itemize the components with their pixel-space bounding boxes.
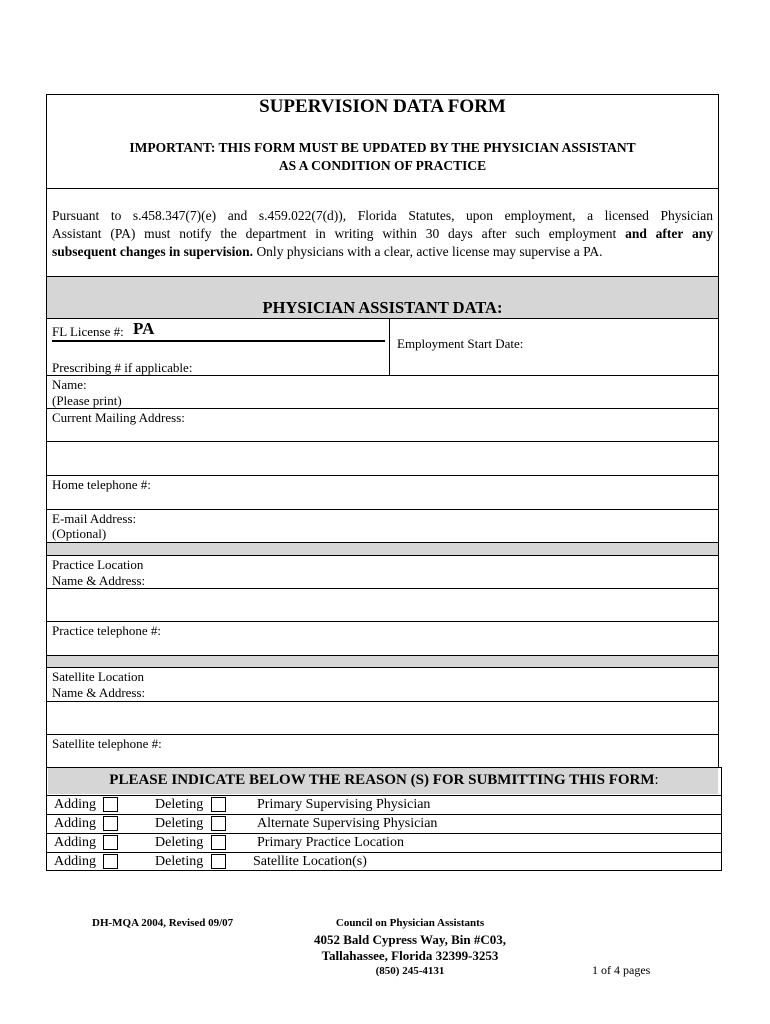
deleting-checkbox[interactable] (211, 797, 226, 812)
divider (46, 621, 719, 622)
satellite-address-line-2-input[interactable] (52, 703, 714, 733)
email-input[interactable] (150, 511, 714, 541)
council-name: Council on Physician Assistants (335, 917, 485, 929)
name-hint: (Please print) (52, 393, 122, 408)
reason-description: Primary Practice Location (257, 835, 404, 850)
intro-line-3 (52, 243, 713, 261)
pa-data-heading: PHYSICIAN ASSISTANT DATA: (262, 298, 503, 317)
deleting-label: Deleting (155, 816, 204, 831)
divider (46, 655, 719, 656)
reason-description: Satellite Location(s) (253, 854, 367, 869)
divider (46, 852, 722, 853)
intro-line-2-text: Assistant (PA) must notify the department in writing within 30 days after such employment (52, 226, 626, 241)
divider (46, 509, 719, 510)
divider (46, 542, 719, 543)
intro-line-2-emphasis: and after any (625, 226, 713, 241)
form-title: SUPERVISION DATA FORM (259, 96, 506, 117)
divider (46, 588, 719, 589)
mailing-address-line-2-input[interactable] (52, 443, 714, 473)
home-telephone-input[interactable] (160, 477, 714, 507)
email-hint: (Optional) (52, 526, 107, 541)
divider (46, 276, 719, 277)
practice-address-line-2-input[interactable] (52, 590, 714, 620)
divider (46, 833, 722, 834)
deleting-checkbox[interactable] (211, 854, 226, 869)
satellite-telephone-label: Satellite telephone #: (52, 736, 162, 751)
divider (46, 701, 719, 702)
name-input[interactable] (150, 377, 714, 407)
deleting-label: Deleting (155, 797, 204, 812)
mailing-address-input[interactable] (200, 410, 714, 440)
divider (46, 408, 719, 409)
divider (46, 667, 719, 668)
divider (46, 441, 719, 442)
divider (46, 734, 719, 735)
satellite-name-address-label: Name & Address: (52, 685, 146, 700)
employment-start-date-label: Employment Start Date: (397, 336, 524, 351)
prescribing-input[interactable] (200, 358, 385, 374)
prescribing-label: Prescribing # if applicable: (52, 360, 193, 375)
divider (46, 475, 719, 476)
adding-checkbox[interactable] (103, 854, 118, 869)
important-notice-line-1: IMPORTANT: THIS FORM MUST BE UPDATED BY THE PHYSICIAN ASSISTANT (129, 140, 636, 155)
reason-heading-text: PLEASE INDICATE BELOW THE REASON (S) FOR SUBMITTING THIS FORM (109, 772, 655, 788)
intro-line-3-emphasis: subsequent changes in supervision. (52, 244, 254, 259)
license-prefix: PA (133, 319, 155, 338)
satellite-location-label: Satellite Location (52, 669, 145, 684)
divider (46, 795, 722, 796)
council-address-line-1: 4052 Bald Cypress Way, Bin #C03, (313, 932, 507, 947)
practice-name-address-label: Name & Address: (52, 573, 146, 588)
reason-description: Alternate Supervising Physician (257, 816, 438, 831)
practice-telephone-input[interactable] (170, 623, 714, 653)
adding-label: Adding (54, 797, 96, 812)
divider (46, 814, 722, 815)
license-underline (52, 340, 385, 342)
home-telephone-label: Home telephone #: (52, 477, 151, 492)
intro-line-2 (52, 225, 713, 243)
council-address-line-2: Tallahassee, Florida 32399-3253 (321, 948, 499, 963)
deleting-checkbox[interactable] (211, 816, 226, 831)
page-number: 1 of 4 pages (592, 963, 651, 977)
adding-label: Adding (54, 816, 96, 831)
deleting-checkbox[interactable] (211, 835, 226, 850)
important-notice-line-2: AS A CONDITION OF PRACTICE (278, 158, 487, 173)
fl-license-label: FL License #: (52, 324, 124, 339)
name-label: Name: (52, 377, 87, 392)
separator-band (47, 655, 718, 667)
fl-license-input[interactable] (160, 320, 385, 340)
divider (46, 375, 719, 376)
column-divider (389, 318, 390, 375)
divider (46, 555, 719, 556)
separator-band (47, 543, 718, 555)
practice-address-input[interactable] (160, 557, 714, 587)
mailing-address-label: Current Mailing Address: (52, 410, 185, 425)
intro-line-3-text: Only physicians with a clear, active license may supervise a PA. (253, 244, 603, 259)
council-phone: (850) 245-4131 (375, 965, 445, 977)
satellite-telephone-input[interactable] (170, 736, 714, 764)
deleting-label: Deleting (155, 835, 204, 850)
satellite-address-input[interactable] (160, 669, 714, 699)
divider (46, 188, 719, 189)
reason-heading-colon: : (654, 772, 659, 788)
adding-checkbox[interactable] (103, 797, 118, 812)
practice-telephone-label: Practice telephone #: (52, 623, 162, 638)
adding-label: Adding (54, 835, 96, 850)
adding-checkbox[interactable] (103, 816, 118, 831)
employment-start-date-input[interactable] (530, 332, 714, 354)
email-label: E-mail Address: (52, 511, 137, 526)
deleting-label: Deleting (155, 854, 204, 869)
reason-heading (46, 771, 722, 790)
form-id: DH-MQA 2004, Revised 09/07 (92, 917, 234, 929)
intro-line-1: Pursuant to s.458.347(7)(e) and s.459.022(7(d)), Florida Statutes, upon employment, a licensed Physician (52, 208, 713, 223)
reason-description: Primary Supervising Physician (257, 797, 431, 812)
practice-location-label: Practice Location (52, 557, 144, 572)
adding-checkbox[interactable] (103, 835, 118, 850)
intro-paragraph (52, 207, 713, 261)
adding-label: Adding (54, 854, 96, 869)
